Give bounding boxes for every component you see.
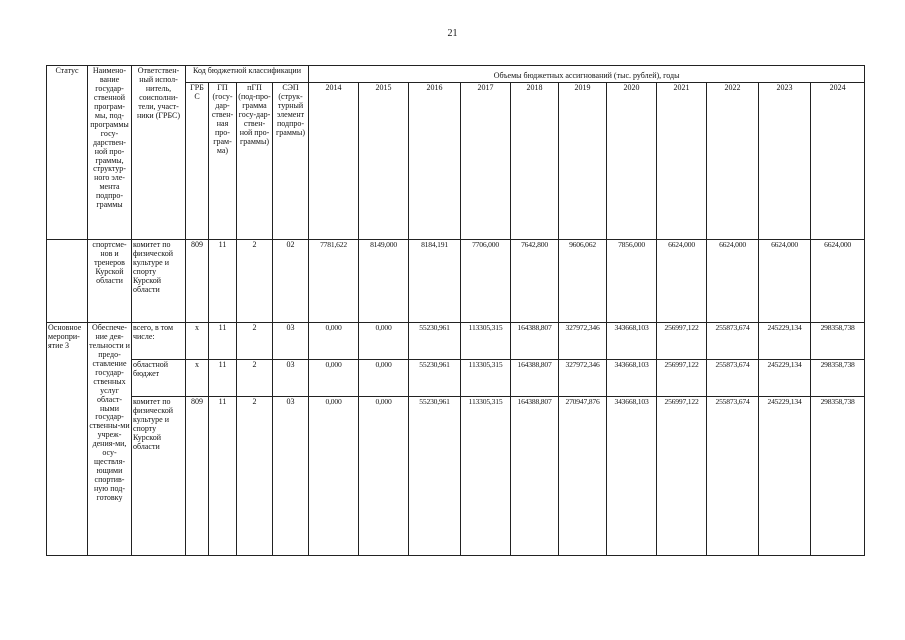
header-code-sep: СЭП (струк-турный элемент подпро-граммы) [273,82,309,239]
header-year: 2018 [511,82,559,239]
cell-value: 8184,191 [409,239,461,322]
header-code-group: Код бюджетной классификации [186,66,309,83]
cell-value: 164388,807 [511,359,559,396]
cell-value: 255873,674 [707,396,759,555]
cell-code: 11 [209,322,237,359]
header-year: 2014 [309,82,359,239]
header-code-gp: ГП (госу-дар-ствен-ная про-грам-ма) [209,82,237,239]
header-responsible: Ответствен-ный испол-нитель, соисполни-тели, участ-ники (ГРБС) [132,66,186,240]
cell-value: 0,000 [309,359,359,396]
table-row [47,239,865,322]
cell-value: 7706,000 [461,239,511,322]
cell-value: 7781,622 [309,239,359,322]
cell-code: 809 [186,239,209,322]
cell-value: 55230,961 [409,359,461,396]
cell-value: 256997,122 [657,396,707,555]
cell-code: 11 [209,359,237,396]
cell-value: 256997,122 [657,359,707,396]
cell-code: x [186,359,209,396]
cell-value: 245229,134 [759,322,811,359]
cell-code: 03 [273,322,309,359]
header-year: 2015 [359,82,409,239]
cell-value: 245229,134 [759,359,811,396]
cell-value: 113305,315 [461,396,511,555]
header-year: 2024 [811,82,865,239]
header-year: 2023 [759,82,811,239]
cell-code: 2 [237,359,273,396]
cell-value: 8149,000 [359,239,409,322]
cell-name: спортсме-нов и тренеров Курской области [88,239,132,322]
cell-status [47,239,88,322]
cell-code: 03 [273,396,309,555]
budget-table [46,65,865,556]
cell-name: Обеспече-ние дея-тельности и предо-ставление государ-ственных услуг област-ными государ-ственны-ми учреж-дения-ми, осу-ществля-ющими спортив-ную под-готовку [88,322,132,555]
cell-responsible: областной бюджет [132,359,186,396]
header-row-1 [47,66,865,83]
cell-code: 2 [237,322,273,359]
header-code-grbs: ГРБ С [186,82,209,239]
cell-value: 255873,674 [707,322,759,359]
cell-value: 6624,000 [759,239,811,322]
cell-code: 02 [273,239,309,322]
cell-value: 55230,961 [409,396,461,555]
cell-value: 6624,000 [707,239,759,322]
cell-value: 327972,346 [559,322,607,359]
cell-value: 55230,961 [409,322,461,359]
table-row [47,359,865,396]
header-year: 2017 [461,82,511,239]
cell-status: Основное меропри-ятие 3 [47,322,88,555]
cell-value: 6624,000 [811,239,865,322]
header-code-pgp: пГП (под-про-грамма госу-дар-ствен-ной про-граммы) [237,82,273,239]
cell-value: 0,000 [359,396,409,555]
header-year: 2020 [607,82,657,239]
cell-value: 343668,103 [607,359,657,396]
cell-responsible: комитет по физической культуре и спорту Курской области [132,239,186,322]
cell-responsible: всего, в том числе: [132,322,186,359]
cell-code: x [186,322,209,359]
cell-value: 343668,103 [607,396,657,555]
cell-value: 0,000 [309,322,359,359]
cell-value: 164388,807 [511,396,559,555]
cell-code: 2 [237,239,273,322]
cell-value: 298358,738 [811,396,865,555]
cell-value: 270947,876 [559,396,607,555]
cell-value: 343668,103 [607,322,657,359]
cell-value: 0,000 [309,396,359,555]
cell-value: 0,000 [359,359,409,396]
header-amounts-group: Объемы бюджетных ассигнований (тыс. рублей), годы [309,66,865,83]
cell-value: 298358,738 [811,322,865,359]
cell-code: 11 [209,396,237,555]
cell-value: 6624,000 [657,239,707,322]
cell-code: 11 [209,239,237,322]
cell-value: 113305,315 [461,359,511,396]
table-row [47,396,865,555]
cell-value: 7856,000 [607,239,657,322]
cell-value: 255873,674 [707,359,759,396]
cell-code: 809 [186,396,209,555]
header-year: 2022 [707,82,759,239]
cell-value: 327972,346 [559,359,607,396]
page-number: 21 [447,28,458,39]
cell-value: 0,000 [359,322,409,359]
cell-value: 164388,807 [511,322,559,359]
cell-value: 9606,062 [559,239,607,322]
cell-value: 256997,122 [657,322,707,359]
cell-value: 298358,738 [811,359,865,396]
header-year: 2021 [657,82,707,239]
header-name: Наимено-вание государ-ственной програм-мы, под-программы госу-дарствен-ной про-граммы, структур-ного эле-мента подпро-граммы [88,66,132,240]
cell-value: 7642,800 [511,239,559,322]
header-year: 2019 [559,82,607,239]
header-status: Статус [47,66,88,240]
header-year: 2016 [409,82,461,239]
cell-responsible: комитет по физической культуре и спорту Курской области [132,396,186,555]
cell-code: 2 [237,396,273,555]
cell-value: 113305,315 [461,322,511,359]
table-row [47,322,865,359]
cell-value: 245229,134 [759,396,811,555]
cell-code: 03 [273,359,309,396]
